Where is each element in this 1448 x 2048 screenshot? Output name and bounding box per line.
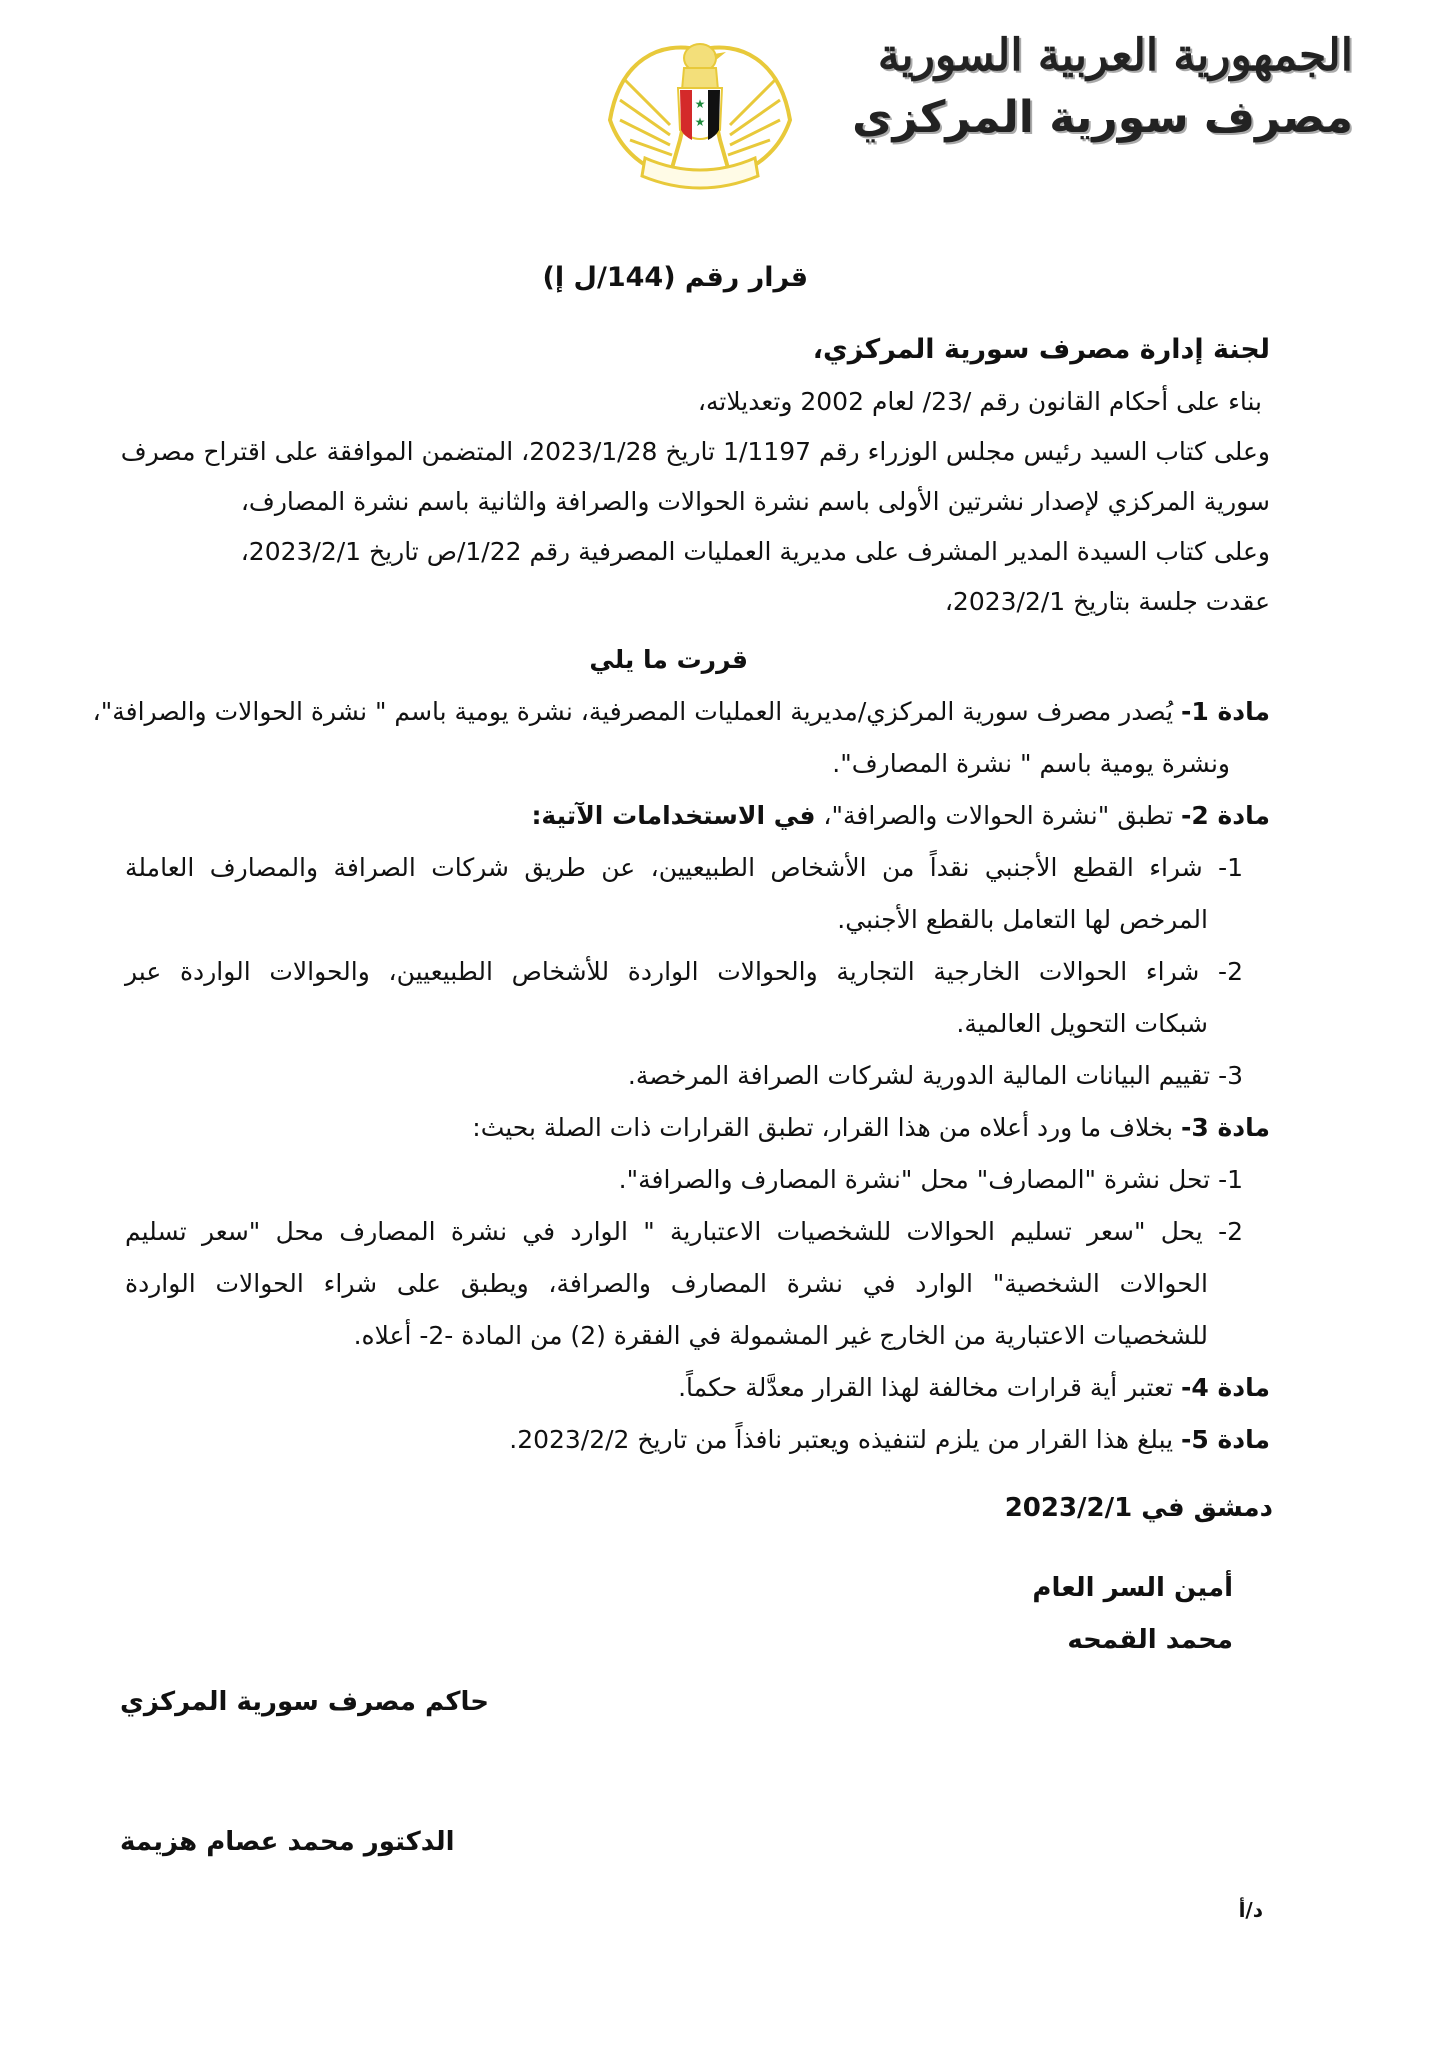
decision-title: قرار رقم (144/ل إ) <box>542 262 808 293</box>
item-text: تحل نشرة "المصارف" محل "نشرة المصارف والصرافة". <box>618 1165 1211 1194</box>
article-1 <box>92 692 1270 732</box>
article-text: تطبق "نشرة الحوالات والصرافة"، <box>823 801 1174 830</box>
secretary-title: أمين السر العام <box>1032 1573 1233 1603</box>
article-label: مادة 5- <box>1181 1425 1270 1454</box>
place-date: دمشق في 2023/2/1 <box>1004 1493 1273 1523</box>
addressee: لجنة إدارة مصرف سورية المركزي، <box>812 334 1270 365</box>
article-3-item-continued: الحوالات الشخصية" الوارد في نشرة المصارف والصرافة، ويطبق على شراء الحوالات الواردة <box>125 1269 1208 1298</box>
svg-text:★: ★ <box>694 97 706 111</box>
article-text-bold: في الاستخدامات الآتية: <box>531 801 816 830</box>
footer-initials: د/أ <box>1238 1898 1263 1922</box>
article-5 <box>509 1420 1270 1460</box>
secretary-name: محمد القمحه <box>1067 1625 1233 1655</box>
syrian-eagle-emblem <box>600 30 800 200</box>
article-text: يُصدر مصرف سورية المركزي/مديرية العمليات المصرفية، نشرة يومية باسم " نشرة الحوالات والصرافة"، <box>92 697 1174 726</box>
article-label: مادة 2- <box>1181 801 1270 830</box>
article-4 <box>678 1368 1270 1408</box>
item-text: شراء القطع الأجنبي نقداً من الأشخاص الطبيعيين، عن طريق شركات الصرافة والمصارف العاملة <box>125 853 1203 882</box>
article-3 <box>472 1108 1270 1148</box>
governor-title: حاكم مصرف سورية المركزي <box>120 1687 490 1717</box>
item-number: 1- <box>1218 853 1244 882</box>
article-2-item-continued: المرخص لها التعامل بالقطع الأجنبي. <box>837 905 1208 934</box>
preamble-line: بناء على أحكام القانون رقم /23/ لعام 2002 وتعديلاته، <box>697 387 1262 416</box>
item-number: 3- <box>1218 1061 1243 1090</box>
item-text: تقييم البيانات المالية الدورية لشركات الصرافة المرخصة. <box>627 1061 1211 1090</box>
article-label: مادة 3- <box>1181 1113 1270 1142</box>
article-3-item <box>125 1212 1243 1252</box>
article-1-continued: ونشرة يومية باسم " نشرة المصارف". <box>832 749 1230 778</box>
article-2-item-continued: شبكات التحويل العالمية. <box>956 1009 1208 1038</box>
letterhead-bank: مصرف سورية المركزي <box>852 92 1353 143</box>
preamble-line: وعلى كتاب السيد رئيس مجلس الوزراء رقم 1/1197 تاريخ 2023/1/28، المتضمن الموافقة على اقتراح مصرف <box>120 437 1270 466</box>
article-label: مادة 4- <box>1181 1373 1270 1402</box>
preamble-line: وعلى كتاب السيدة المدير المشرف على مديرية العمليات المصرفية رقم 1/22/ص تاريخ 2023/2/1، <box>240 537 1270 566</box>
item-text: يحل "سعر تسليم الحوالات للشخصيات الاعتبارية " الوارد في نشرة المصارف محل "سعر تسليم <box>125 1217 1203 1246</box>
article-2-item <box>125 848 1243 888</box>
article-3-item-continued: للشخصيات الاعتبارية من الخارج غير المشمولة في الفقرة (2) من المادة -2- أعلاه. <box>353 1321 1208 1350</box>
article-2 <box>531 796 1270 836</box>
article-label: مادة 1- <box>1181 697 1270 726</box>
svg-text:★: ★ <box>694 115 706 129</box>
governor-name: الدكتور محمد عصام هزيمة <box>120 1827 455 1857</box>
letterhead-republic: الجمهورية العربية السورية <box>877 30 1353 81</box>
preamble-line: عقدت جلسة بتاريخ 2023/2/1، <box>944 587 1270 616</box>
item-number: 2- <box>1218 957 1243 986</box>
item-number: 1- <box>1218 1165 1243 1194</box>
article-text: بخلاف ما ورد أعلاه من هذا القرار، تطبق القرارات ذات الصلة بحيث: <box>472 1113 1174 1142</box>
item-text: شراء الحوالات الخارجية التجارية والحوالات الواردة للأشخاص الطبيعيين، والحوالات الواردة عبر <box>125 957 1200 986</box>
article-2-item <box>628 1056 1243 1096</box>
item-number: 2- <box>1218 1217 1243 1246</box>
article-3-item <box>619 1160 1243 1200</box>
preamble-line: سورية المركزي لإصدار نشرتين الأولى باسم نشرة الحوالات والصرافة والثانية باسم نشرة المصارف، <box>240 487 1270 516</box>
article-text: تعتبر أية قرارات مخالفة لهذا القرار معدَّلة حكماً. <box>678 1373 1174 1402</box>
article-text: يبلغ هذا القرار من يلزم لتنفيذه ويعتبر نافذاً من تاريخ 2023/2/2. <box>509 1425 1174 1454</box>
article-2-item <box>125 952 1243 992</box>
decided-heading: قررت ما يلي <box>589 645 748 674</box>
